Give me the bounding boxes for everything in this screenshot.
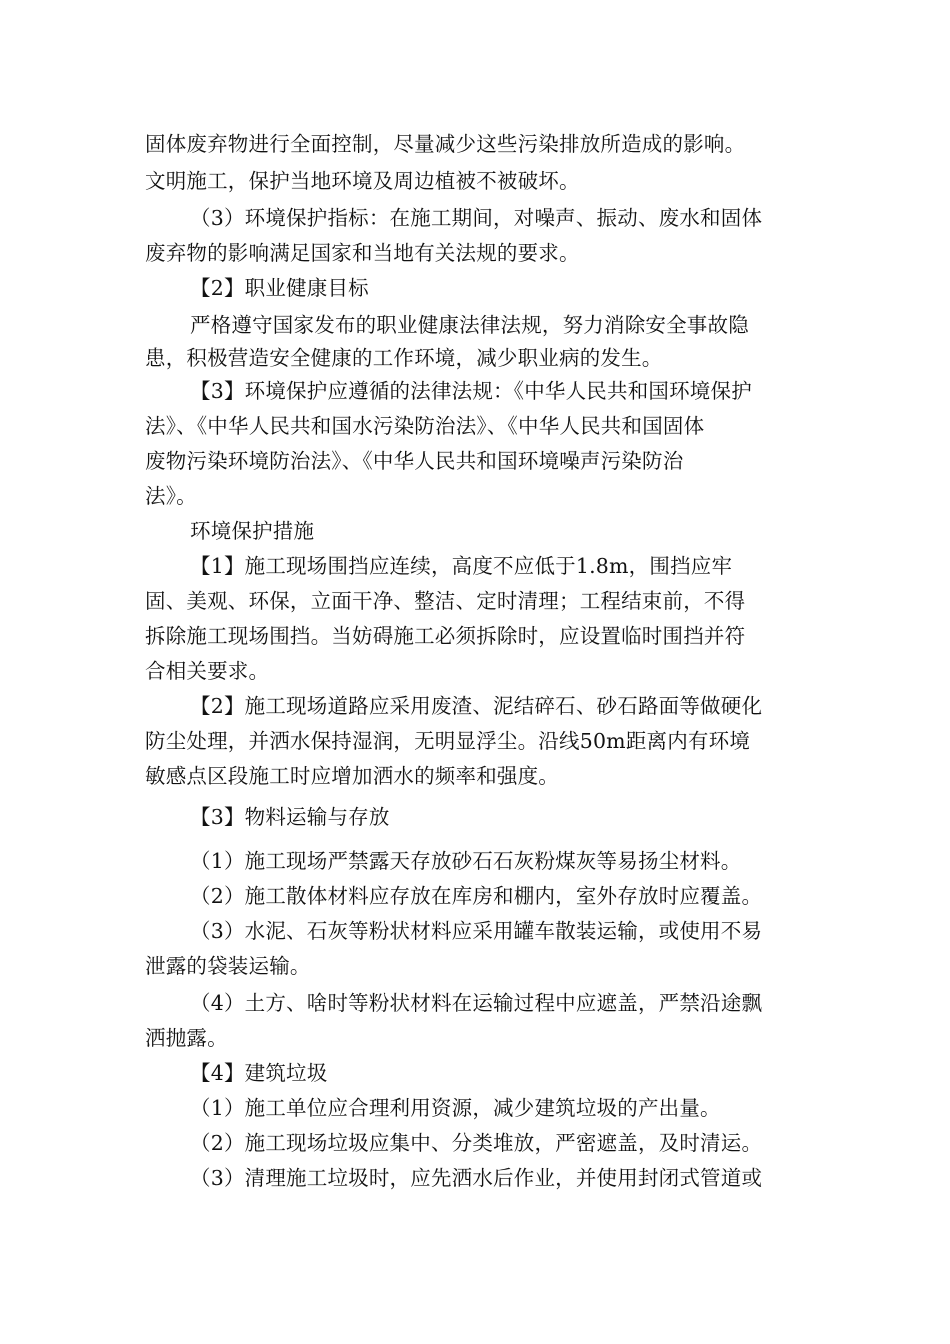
text-line: 防尘处理，并洒水保持湿润，无明显浮尘。沿线50m距离内有环境 xyxy=(145,729,751,753)
text-line: 废物污染环境防治法》、《中华人民共和国环境噪声污染防治 xyxy=(145,449,684,473)
text-line: （1）施工现场严禁露天存放砂石石灰粉煤灰等易扬尘材料。 xyxy=(190,849,742,873)
text-line: （4）土方、啥时等粉状材料在运输过程中应遮盖，严禁沿途飘 xyxy=(190,991,763,1015)
section-heading: 环境保护措施 xyxy=(190,519,315,543)
text-line: 固体废弃物进行全面控制，尽量减少这些污染排放所造成的影响。 xyxy=(145,132,746,156)
text-line: 合相关要求。 xyxy=(145,659,270,683)
text-line: （1）施工单位应合理利用资源，减少建筑垃圾的产出量。 xyxy=(190,1096,721,1120)
text-line: 洒抛露。 xyxy=(145,1026,228,1050)
text-line: 敏感点区段施工时应增加洒水的频率和强度。 xyxy=(145,764,559,788)
text-line: （2）施工散体材料应存放在库房和棚内，室外存放时应覆盖。 xyxy=(190,884,763,908)
text-line: 患，积极营造安全健康的工作环境，减少职业病的发生。 xyxy=(145,346,663,370)
text-line: 文明施工，保护当地环境及周边植被不被破坏。 xyxy=(145,169,580,193)
text-line: 【3】环境保护应遵循的法律法规：《中华人民共和国环境保护 xyxy=(190,379,752,403)
text-line: （3）环境保护指标：在施工期间，对噪声、振动、废水和固体 xyxy=(190,206,763,230)
text-line: （2）施工现场垃圾应集中、分类堆放，严密遮盖，及时清运。 xyxy=(190,1131,763,1155)
section-heading: 【2】职业健康目标 xyxy=(190,276,369,300)
text-line: 固、美观、环保，立面干净、整洁、定时清理；工程结束前，不得 xyxy=(145,589,746,613)
text-line: （3）清理施工垃圾时，应先洒水后作业，并使用封闭式管道或 xyxy=(190,1166,763,1190)
text-line: 废弃物的影响满足国家和当地有关法规的要求。 xyxy=(145,241,580,265)
text-line: 【2】施工现场道路应采用废渣、泥结碎石、砂石路面等做硬化 xyxy=(190,694,763,718)
section-heading: 【3】物料运输与存放 xyxy=(190,805,390,829)
text-line: 法》。 xyxy=(145,484,197,508)
text-line: 法》、《中华人民共和国水污染防治法》、《中华人民共和国固体 xyxy=(145,414,705,438)
text-line: 【1】施工现场围挡应连续，高度不应低于1.8m，围挡应牢 xyxy=(190,554,733,578)
text-line: 泄露的袋装运输。 xyxy=(145,954,311,978)
text-line: 严格遵守国家发布的职业健康法律法规，努力消除安全事故隐 xyxy=(190,313,749,337)
section-heading: 【4】建筑垃圾 xyxy=(190,1061,328,1085)
text-line: （3）水泥、石灰等粉状材料应采用罐车散装运输，或使用不易 xyxy=(190,919,763,943)
text-line: 拆除施工现场围挡。当妨碍施工必须拆除时，应设置临时围挡并符 xyxy=(145,624,746,648)
